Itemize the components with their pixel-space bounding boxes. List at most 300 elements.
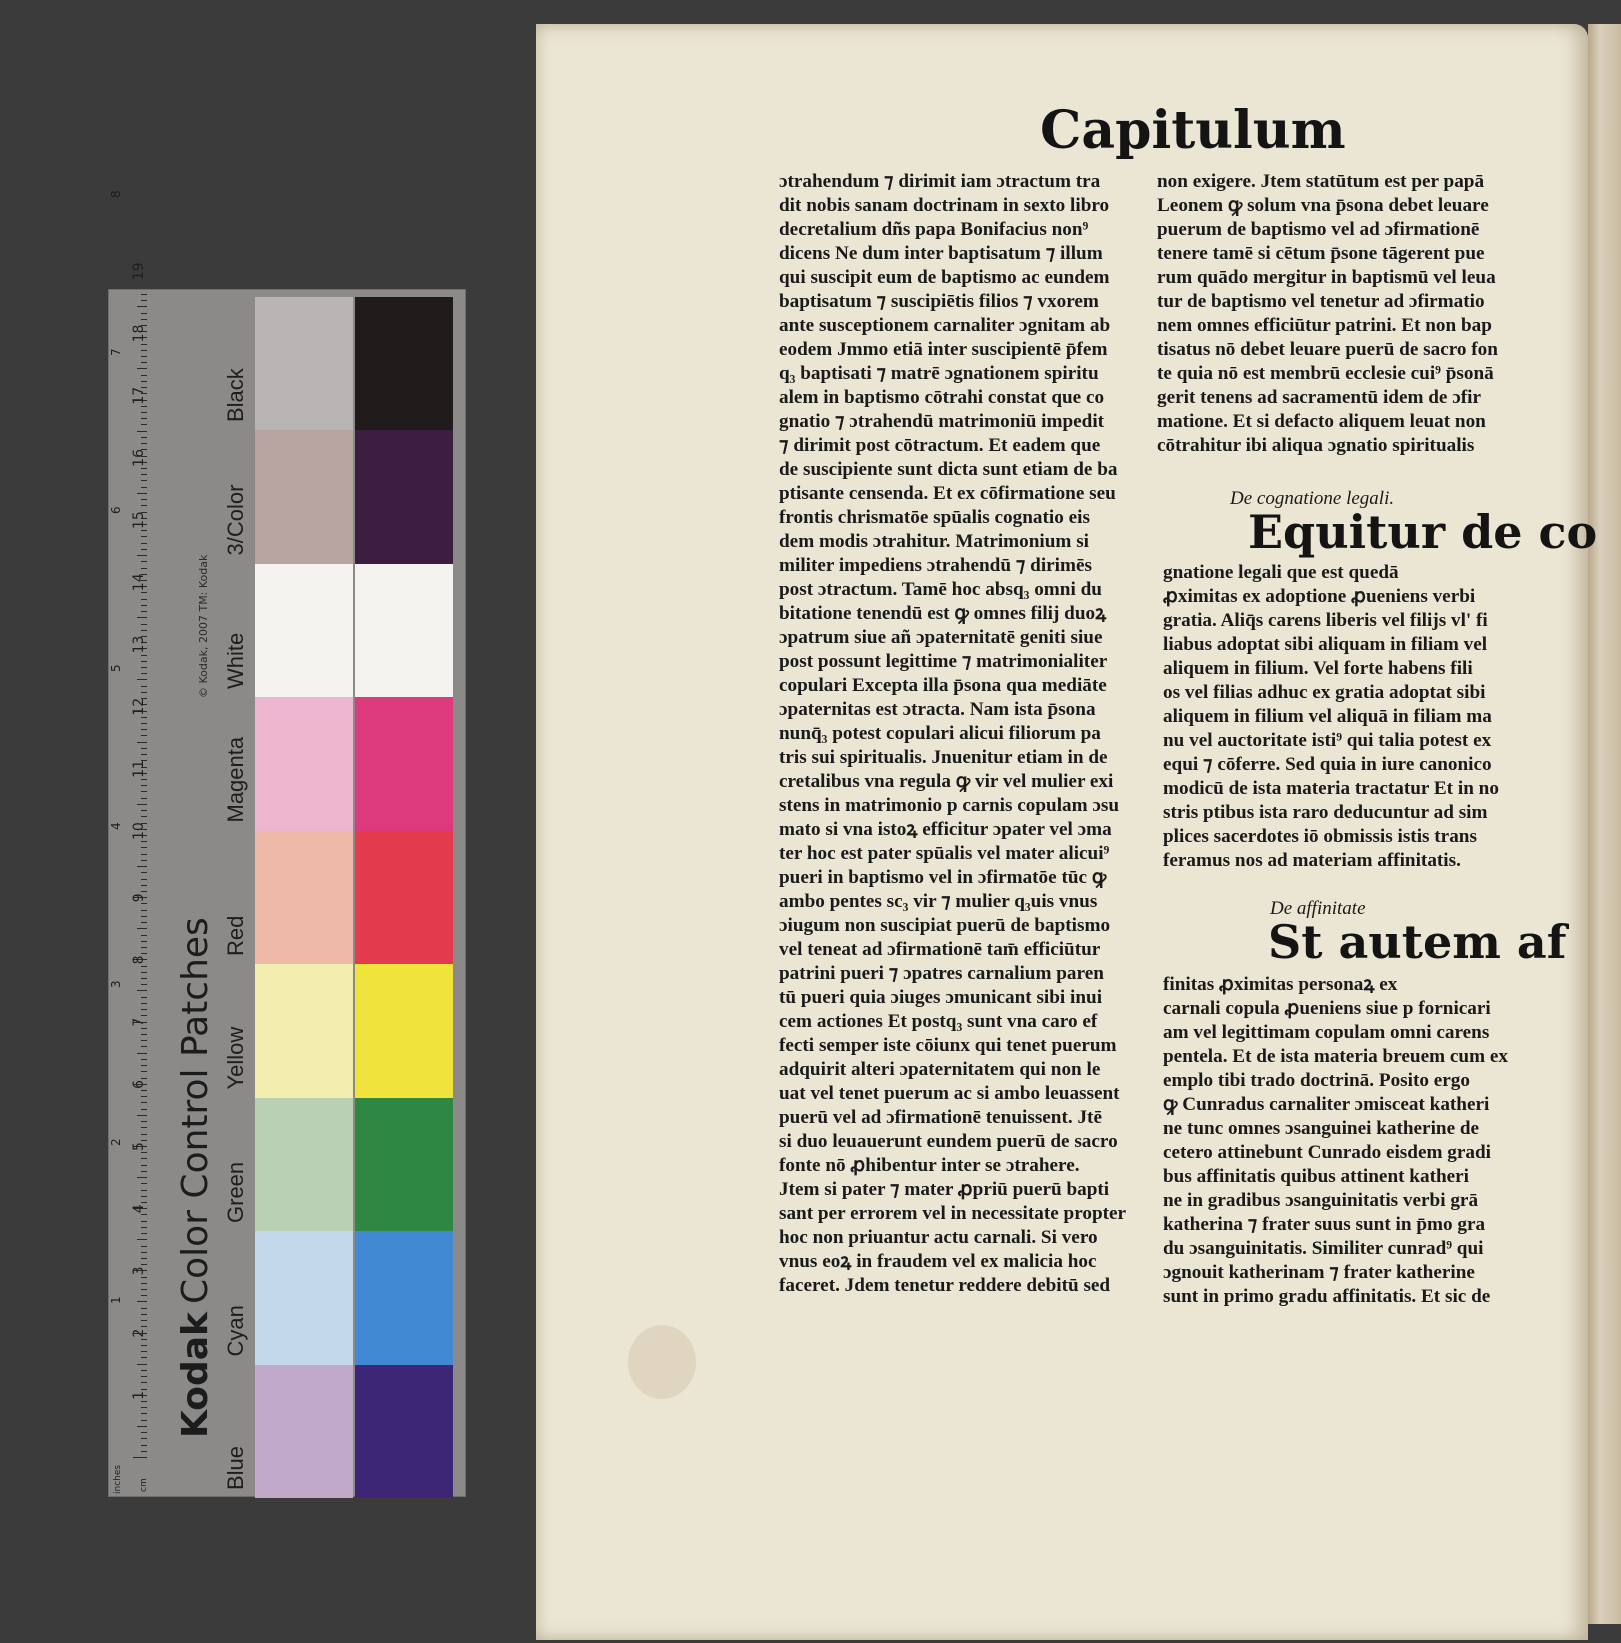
ruler-tick [137, 1177, 147, 1178]
ruler-cm-number: 7 [131, 1017, 147, 1027]
ruler-cm-number: 10 [131, 822, 147, 840]
text-line: gratia. Aliq̄s carens liberis vel filijs vl' fi [1163, 610, 1488, 631]
ruler-tick [141, 1289, 147, 1290]
text-line: pueri in baptismo vel in ɔfirmatōe tūc ꝙ [779, 867, 1107, 888]
text-line: matione. Et si defacto aliquem leuat non [1157, 411, 1486, 432]
text-line: ambo pentes sc₃ vir ⁊ mulier q₃uis vnus [779, 891, 1098, 912]
right-column-top [1157, 170, 1498, 458]
ruler-cm-number: 13 [131, 635, 147, 654]
ruler-tick [141, 319, 147, 320]
text-line: nu vel auctoritate isti⁹ qui talia potest ex [1163, 730, 1492, 751]
text-line: puerum de baptismo vel ad ɔfirmationē [1157, 219, 1480, 240]
ruler-tick [141, 1357, 147, 1358]
ruler-tick [141, 735, 147, 736]
text-line: ɔpaternitas est ɔtracta. Nam ista p̄sona [779, 699, 1096, 720]
ruler-tick [141, 437, 147, 438]
ruler-cm-number: 8 [131, 955, 147, 965]
ruler-tick [141, 1102, 147, 1103]
ruler-tick [141, 1090, 147, 1091]
ruler-tick [141, 480, 147, 481]
ruler-tick [141, 941, 147, 942]
ruler-inch-number: 2 [109, 1138, 123, 1146]
initial-heading-legal: Equitur de co [1248, 505, 1598, 559]
right-column-affinity [1163, 973, 1508, 1309]
patch-label-cyan: Cyan [223, 1305, 248, 1357]
ruler-tick [141, 561, 147, 562]
text-line: sant per errorem vel in necessitate propter [779, 1203, 1127, 1224]
ruler-tick [141, 1320, 147, 1321]
ruler-tick [141, 1283, 147, 1284]
ruler-tick [141, 661, 147, 662]
text-line: non exigere. Jtem statūtum est per papā [1157, 171, 1485, 192]
patch-magenta-light [255, 697, 353, 831]
ruler-tick [133, 1457, 147, 1458]
ruler-tick [137, 555, 147, 556]
ruler-tick [141, 1140, 147, 1141]
ruler-tick [141, 630, 147, 631]
patch-label-white: White [223, 632, 248, 689]
patch-magenta-dark [355, 697, 453, 831]
ruler-tick [141, 568, 147, 569]
left-column [779, 170, 1126, 1298]
text-line: de suscipiente sunt dicta sunt etiam de ba [779, 459, 1118, 480]
patch-label-red: Red [223, 915, 248, 956]
ruler-tick [141, 1028, 147, 1029]
ruler-tick [141, 505, 147, 506]
ruler-tick [141, 611, 147, 612]
kodak-color-control-card [108, 190, 466, 1497]
ruler-tick [137, 742, 147, 743]
ruler-tick [141, 879, 147, 880]
patch-red-light [255, 831, 353, 965]
text-line: tisatus nō debet leuare puerū de sacro fon [1157, 339, 1498, 360]
text-line: du ɔsanguinitatis. Similiter cunrad⁹ qui [1163, 1238, 1484, 1259]
text-line: cōtrahitur ibi aliqua ɔgnatio spiritualis [1157, 435, 1475, 456]
ruler-tick [141, 1183, 147, 1184]
text-line: aliquem in filium vel aliquā in filiam ma [1163, 706, 1492, 727]
ruler-cm-number: 3 [131, 1266, 147, 1276]
ruler-inch-number: 6 [109, 506, 123, 514]
ruler-tick [141, 599, 147, 600]
ruler-tick [141, 791, 147, 792]
ruler-tick [137, 866, 147, 867]
ruler-tick [141, 1438, 147, 1439]
text-line: tris sui spiritualis. Jnuenitur etiam in de [779, 747, 1108, 768]
ruler-tick [141, 1003, 147, 1004]
ruler-tick [141, 1214, 147, 1215]
ruler-tick [141, 1376, 147, 1377]
ruler-tick [141, 1109, 147, 1110]
ruler-tick [141, 785, 147, 786]
ruler-inch-number: 7 [109, 348, 123, 356]
ruler-cm-number: 16 [131, 448, 147, 467]
text-line: ɔiugum non suscipiat puerū de baptismo [779, 915, 1111, 936]
ruler-tick [137, 680, 147, 681]
running-head: Capitulum [1040, 100, 1346, 161]
patch-black-light [255, 297, 353, 431]
text-line: tenere tamē si cētum p̄sone tāgerent pue [1157, 243, 1485, 264]
ruler-tick [141, 624, 147, 625]
ruler-tick [141, 935, 147, 936]
ruler-tick [141, 499, 147, 500]
ruler-tick [141, 406, 147, 407]
ruler-tick [141, 953, 147, 954]
ruler-tick [137, 1053, 147, 1054]
text-line: cetero attinebunt Cunrado eisdem gradi [1163, 1142, 1491, 1163]
ruler-tick [141, 910, 147, 911]
ruler-tick [141, 468, 147, 469]
ruler-tick [141, 1034, 147, 1035]
ruler-cm-number: 15 [131, 511, 147, 529]
ruler-tick [141, 313, 147, 314]
patch-green-dark [355, 1098, 453, 1232]
text-line: aliquem in filium. Vel forte habens fili [1163, 658, 1473, 679]
ruler-tick [141, 816, 147, 817]
ruler-cm-number: 4 [131, 1204, 147, 1214]
ruler-tick [141, 748, 147, 749]
text-line: vel teneat ad ɔfirmationē tam̄ efficiūtur [779, 939, 1101, 960]
ruler-tick [141, 536, 147, 537]
ruler-tick [141, 847, 147, 848]
text-line: dit nobis sanam doctrinam in sexto libro [779, 195, 1110, 216]
ruler-cm-number: 6 [131, 1079, 147, 1089]
text-line: stens in matrimonio p carnis copulam ɔsu [779, 795, 1120, 816]
text-line: fecti semper iste cōiunx qui tenet puerum [779, 1035, 1117, 1056]
text-line: dem modis ɔtrahitur. Matrimonium si [779, 531, 1090, 552]
ruler-tick [141, 1127, 147, 1128]
text-line: decretalium dñs papa Bonifacius non⁹ [779, 219, 1089, 240]
text-line: hoc non priuantur actu carnali. Si vero [779, 1227, 1098, 1248]
ruler [109, 190, 161, 1498]
text-line: Leonem ꝙ solum vna p̄sona debet leuare [1157, 195, 1489, 216]
text-line: ɔpatrum siue añ ɔpaternitatē geniti siue [779, 627, 1103, 648]
text-line: copulari Excepta illa p̄sona qua mediāte [779, 675, 1107, 696]
ruler-tick [141, 1370, 147, 1371]
ruler-tick [137, 991, 147, 992]
text-line: ante susceptionem carnaliter ɔgnitam ab [779, 315, 1111, 336]
ruler-tick [141, 1078, 147, 1079]
text-line: dicens Ne dum inter baptisatum ⁊ illum [779, 243, 1103, 264]
ruler-tick [141, 1059, 147, 1060]
ruler-tick [141, 592, 147, 593]
patch-cyan-dark [355, 1231, 453, 1365]
text-line: equi ⁊ cōferre. Sed quia in iure canonico [1163, 754, 1492, 775]
ruler-tick [141, 1389, 147, 1390]
ruler-tick [141, 723, 147, 724]
text-line: bus affinitatis quibus attinent katheri [1163, 1166, 1469, 1187]
ruler-tick [137, 1302, 147, 1303]
ruler-tick [141, 350, 147, 351]
text-line: pentela. Et de ista materia breuem cum ex [1163, 1046, 1508, 1067]
patch-yellow-light [255, 964, 353, 1098]
brand-kodak: Kodak [175, 1312, 216, 1438]
ruler-tick [141, 860, 147, 861]
ruler-tick [141, 810, 147, 811]
ruler-inch-number: 4 [109, 822, 123, 830]
text-line: ter hoc est pater spūalis vel mater alicui⁹ [779, 843, 1110, 864]
brand-title [175, 917, 216, 1438]
ruler-tick [141, 872, 147, 873]
text-line: rum quādo mergitur in baptismū vel leua [1157, 267, 1496, 288]
ruler-tick [141, 667, 147, 668]
ruler-tick [141, 966, 147, 967]
ruler-tick [141, 1009, 147, 1010]
patch-label-yellow: Yellow [223, 1026, 248, 1090]
text-line: frontis chrismatōe spūalis cognatio eis [779, 507, 1090, 528]
text-line: tū pueri quia ɔiuges ɔmunicant sibi inui [779, 987, 1103, 1008]
patch-yellow-dark [355, 964, 453, 1098]
ruler-tick [141, 686, 147, 687]
text-line: am vel legittimam copulam omni carens [1163, 1022, 1490, 1043]
ruler-tick [141, 530, 147, 531]
ruler-tick [141, 1351, 147, 1352]
ruler-tick [141, 798, 147, 799]
ruler-tick [141, 1382, 147, 1383]
ruler-tick [141, 1432, 147, 1433]
ruler-cm-number: 19 [131, 262, 147, 281]
ruler-tick [141, 1221, 147, 1222]
ruler-tick [137, 306, 147, 307]
ruler-tick [137, 431, 147, 432]
ruler-tick [141, 344, 147, 345]
patch-green-light [255, 1098, 353, 1232]
ruler-tick [137, 804, 147, 805]
ruler-cm-number: 14 [131, 573, 147, 592]
patch-label-blue: Blue [223, 1445, 248, 1490]
ruler-tick [141, 1252, 147, 1253]
ruler-tick [141, 1339, 147, 1340]
ruler-inch-number: 8 [109, 190, 123, 198]
patch-black-dark [355, 297, 453, 431]
unit-inches-label: inches [113, 1464, 123, 1494]
text-line: gnatio ⁊ ɔtrahendū matrimoniū impedit [779, 411, 1105, 432]
ruler-tick [137, 1115, 147, 1116]
text-line: ɔgnouit katherinam ⁊ frater katherine [1163, 1262, 1475, 1283]
ruler-tick [141, 717, 147, 718]
text-line: gnatione legali que est quedā [1163, 562, 1399, 583]
text-line: tur de baptismo vel tenetur ad ɔfirmatio [1157, 291, 1485, 312]
text-line: Jtem si pater ⁊ mater ꝓpriū puerū bapti [779, 1179, 1110, 1200]
patch-label-black: Black [223, 368, 248, 422]
ruler-tick [141, 1071, 147, 1072]
ruler-tick [141, 1121, 147, 1122]
ruler-tick [141, 300, 147, 301]
ruler-tick [141, 1451, 147, 1452]
text-line: plices sacerdotes iō obmissis istis trans [1163, 826, 1477, 847]
ruler-tick [141, 1158, 147, 1159]
ruler-tick [141, 1196, 147, 1197]
patch-3-color-light [255, 430, 353, 564]
ruler-tick [141, 1277, 147, 1278]
ruler-tick [141, 1420, 147, 1421]
ruler-tick [141, 418, 147, 419]
text-line: patrini pueri ⁊ ɔpatres carnalium paren [779, 963, 1104, 984]
text-line: vnus eoꝝ in fraudem vel ex malicia hoc [779, 1251, 1097, 1272]
ruler-tick [141, 754, 147, 755]
ruler-tick [137, 369, 147, 370]
text-line: finitas ꝓximitas personaꝝ ex [1163, 974, 1398, 995]
patch-label-magenta: Magenta [223, 736, 248, 823]
text-line: te quia nō est membrū ecclesie cui⁹ p̄sonā [1157, 363, 1494, 384]
ruler-tick [141, 1258, 147, 1259]
text-line: stris ptibus ista raro deducuntur ad sim [1163, 802, 1488, 823]
text-line: cretalibus vna regula ꝙ vir vel mulier exi [779, 771, 1114, 792]
text-line: feramus nos ad materiam affinitatis. [1163, 850, 1461, 871]
text-line: ne tunc omnes ɔsanguinei katherine de [1163, 1118, 1480, 1139]
ruler-tick [141, 294, 147, 295]
ruler-tick [141, 1407, 147, 1408]
ruler-tick [141, 891, 147, 892]
text-line: mato si vna istoꝝ efficitur ɔpater vel ɔma [779, 819, 1112, 840]
ruler-tick [141, 692, 147, 693]
ruler-tick [141, 443, 147, 444]
ruler-tick [141, 1246, 147, 1247]
text-line: faceret. Jdem tenetur reddere debitū sed [779, 1275, 1111, 1296]
patch-label-green: Green [223, 1161, 248, 1223]
text-line: si duo leuauerunt eundem puerū de sacro [779, 1131, 1118, 1152]
text-line: eodem Jmmo etiā inter suscipientē p̄fem [779, 339, 1108, 360]
patch-white-dark [355, 564, 453, 698]
ruler-tick [141, 1308, 147, 1309]
ruler-tick [141, 854, 147, 855]
text-line: alem in baptismo cōtrahi constat que co [779, 387, 1105, 408]
text-line: sunt in primo gradu affinitatis. Et sic de [1163, 1286, 1491, 1307]
ruler-tick [141, 978, 147, 979]
text-line: os vel filias adhuc ex gratia adoptat sibi [1163, 682, 1486, 703]
text-line: adquirit alteri ɔpaternitatem qui non le [779, 1059, 1101, 1080]
ruler-cm-number: 18 [131, 324, 147, 343]
text-line: ne in gradibus ɔsanguinitatis verbi grā [1163, 1190, 1479, 1211]
ruler-inch-number: 5 [109, 664, 123, 672]
patch-label-3-color: 3/Color [223, 484, 248, 556]
ruler-tick [141, 729, 147, 730]
ruler-tick [141, 424, 147, 425]
ruler-tick [141, 885, 147, 886]
ruler-tick [141, 474, 147, 475]
text-line: ptisante censenda. Et ex cōfirmatione seu [779, 483, 1116, 504]
text-line: katherina ⁊ frater suus sunt in p̄mo gra [1163, 1214, 1486, 1235]
ruler-tick [141, 916, 147, 917]
patch-blue-dark [355, 1365, 453, 1499]
ruler-tick [141, 1015, 147, 1016]
unit-cm-label: cm [139, 1478, 149, 1492]
page-stain [628, 1325, 696, 1399]
ruler-tick [141, 543, 147, 544]
ruler-tick [141, 673, 147, 674]
ruler-tick [141, 903, 147, 904]
ruler-tick [141, 1165, 147, 1166]
ruler-tick [141, 655, 147, 656]
ruler-tick [141, 1171, 147, 1172]
ruler-tick [137, 928, 147, 929]
page-edge-next-leaf [1588, 24, 1621, 1624]
text-line: ꝓximitas ex adoptione ꝓueniens verbi [1163, 586, 1476, 607]
text-line: post ɔtractum. Tamē hoc absq₃ omni du [779, 579, 1102, 600]
ruler-tick [137, 1239, 147, 1240]
right-column-legal [1163, 561, 1499, 873]
ruler-tick [137, 1364, 147, 1365]
ruler-tick [141, 1445, 147, 1446]
text-line: modicū de ista materia tractatur Et in no [1163, 778, 1499, 799]
patch-3-color-dark [355, 430, 453, 564]
text-line: ꝙ Cunradus carnaliter ɔmisceat katheri [1163, 1094, 1490, 1115]
ruler-tick [141, 947, 147, 948]
ruler-tick [141, 1190, 147, 1191]
text-line: qui suscipit eum de baptismo ac eundem [779, 267, 1110, 288]
ruler-cm-number: 11 [131, 759, 147, 778]
ruler-tick [141, 984, 147, 985]
ruler-tick [141, 356, 147, 357]
text-line: fonte nō ꝓhibentur inter se ɔtrahere. [779, 1155, 1080, 1176]
ruler-tick [141, 1233, 147, 1234]
ruler-cm-number: 1 [131, 1390, 147, 1400]
brand-subtitle: Color Control Patches [175, 917, 216, 1304]
ruler-tick [141, 1401, 147, 1402]
card-text-rotated [109, 190, 261, 1498]
ruler-tick [141, 1040, 147, 1041]
text-line: puerū vel ad ɔfirmationē tenuissent. Jtē [779, 1107, 1102, 1128]
ruler-tick [141, 1314, 147, 1315]
ruler-inch-number: 3 [109, 980, 123, 988]
patch-white-light [255, 564, 353, 698]
ruler-tick [141, 375, 147, 376]
ruler-tick [141, 1326, 147, 1327]
ruler-tick [141, 1295, 147, 1296]
ruler-cm-number: 12 [131, 697, 147, 716]
ruler-tick [141, 1227, 147, 1228]
ruler-tick [137, 1426, 147, 1427]
text-line: baptisatum ⁊ suscipiētis filios ⁊ vxorem [779, 291, 1099, 312]
ruler-tick [141, 922, 147, 923]
ruler-cm-number: 2 [131, 1328, 147, 1338]
ruler-tick [141, 1264, 147, 1265]
text-line: militer impediens ɔtrahendū ⁊ dirimēs [779, 555, 1092, 576]
ruler-tick [141, 1134, 147, 1135]
ruler-tick [141, 1413, 147, 1414]
ruler-cm-number: 9 [131, 893, 147, 903]
rubric-cognatio-legalis: De cognatione legali. [1230, 488, 1395, 509]
patch-red-dark [355, 831, 453, 965]
rubric-affinitate: De affinitate [1270, 898, 1366, 919]
ruler-tick [141, 1096, 147, 1097]
ruler-tick [141, 549, 147, 550]
text-line: ɔtrahendum ⁊ dirimit iam ɔtractum tra [779, 171, 1101, 192]
ruler-tick [141, 972, 147, 973]
text-line: ⁊ dirimit post cōtractum. Et eadem que [779, 435, 1101, 456]
ruler-tick [141, 487, 147, 488]
text-line: emplo tibi trado doctrinā. Posito ergo [1163, 1070, 1470, 1091]
ruler-tick [141, 1202, 147, 1203]
ruler-tick [141, 1345, 147, 1346]
copyright-note: © Kodak, 2007 TM: Kodak [197, 554, 210, 698]
text-line: bitatione tenendū est ꝙ omnes filij duoꝝ [779, 603, 1107, 624]
text-line: post possunt legittime ⁊ matrimonialiter [779, 651, 1108, 672]
text-line: nem omnes efficiūtur patrini. Et non bap [1157, 315, 1492, 336]
ruler-tick [141, 362, 147, 363]
ruler-tick [141, 605, 147, 606]
patch-blue-light [255, 1365, 353, 1499]
ruler-tick [141, 412, 147, 413]
text-line: liabus adoptat sibi aliquam in filiam vel [1163, 634, 1488, 655]
ruler-tick [141, 997, 147, 998]
text-line: uat vel tenet puerum ac si ambo leuassent [779, 1083, 1120, 1104]
ruler-tick [141, 1065, 147, 1066]
ruler-cm-number: 17 [131, 386, 147, 405]
ruler-tick [137, 617, 147, 618]
text-line: q₃ baptisati ⁊ matrē ɔgnationem spiritu [779, 363, 1099, 384]
ruler-tick [141, 841, 147, 842]
ruler-tick [141, 1046, 147, 1047]
